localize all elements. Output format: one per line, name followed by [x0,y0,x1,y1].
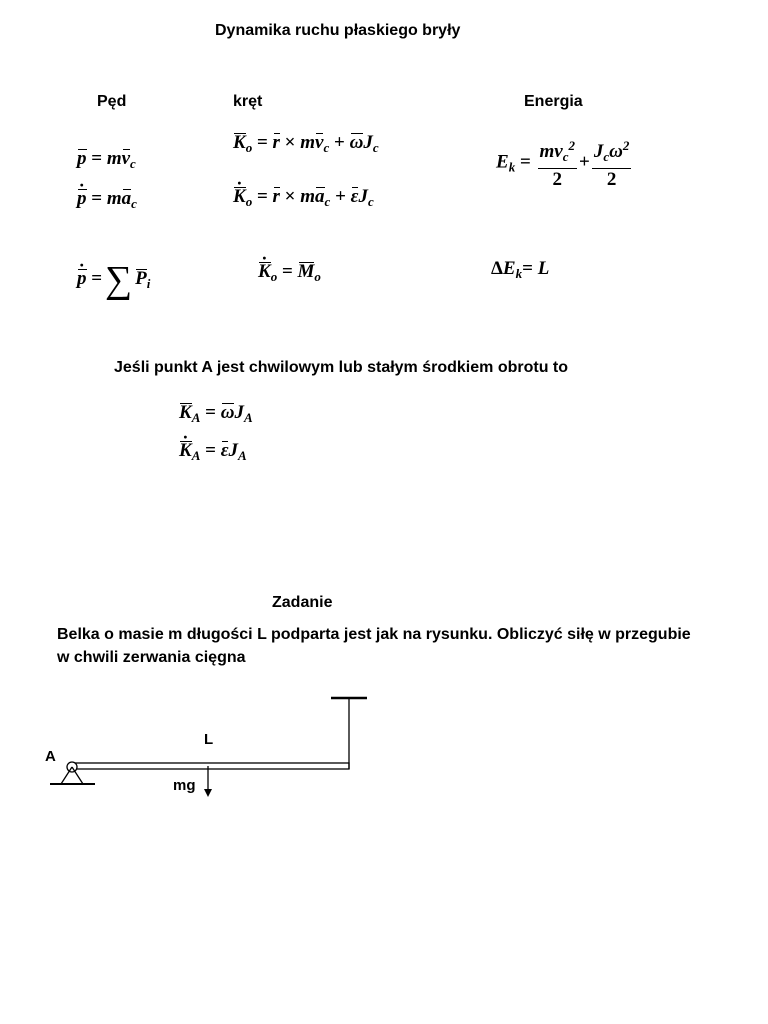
formula-momentum-derivative: p · = $ma_c$ [77,188,137,212]
formula-angular-momentum-moment: $K \cdot_o = M_o$ [258,261,321,285]
label-weight-mg: mg [173,777,196,794]
label-point-A: A [45,748,56,765]
weight-arrow-head [204,789,212,797]
support-triangle-left [61,767,72,784]
formula-angular-momentum: $K_o = r \times mv_c + \omega J_c$ [233,132,379,155]
formula-energy-work: $\Delta E_k= L$ [491,258,550,281]
formula-angular-momentum-A: $K_A = \omega J_A$ [179,402,253,425]
task-text-line1: Belka o masie m długości L podparta jest jak na rysunku. Obliczyć siłę w przegubie [57,626,691,643]
formula-angular-momentum-derivative: $K \cdot_o = r \times ma_c + \varepsilon J_c$ [233,186,374,210]
formula-momentum-sum: p · =∑ $P_i$ [77,258,150,302]
column-heading-kret: kręt [233,93,263,110]
page-title: Dynamika ruchu płaskiego bryły [215,22,461,39]
column-heading-energia: Energia [524,93,583,110]
intro-sentence: Jeśli punkt A jest chwilowym lub stałym środkiem obrotu to [114,359,569,376]
task-text-line2: w chwili zerwania cięgna [57,649,246,666]
column-heading-ped: Pęd [97,93,127,110]
formula-momentum: $p = mv_c$ [77,148,136,171]
label-length-L: L [204,731,214,748]
beam [72,763,349,769]
formula-kinetic-energy: $E_k$ = $\frac{mv_c^2}{2}$ + $\frac{J_c\omega^2}{2}$ [496,135,633,191]
formula-angular-momentum-A-derivative: $K \cdot_A = \varepsilon J_A$ [179,440,247,464]
task-heading: Zadanie [272,594,333,611]
